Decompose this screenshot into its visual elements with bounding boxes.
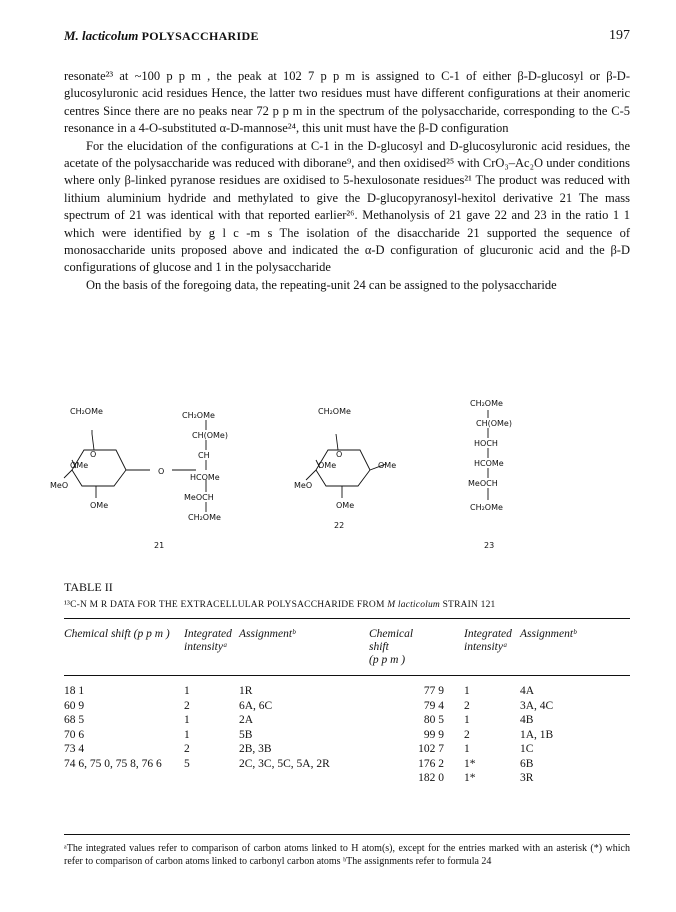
table-row bbox=[64, 757, 630, 772]
structure-label: 23 bbox=[484, 541, 495, 550]
cell-intensity-2: 2 bbox=[464, 699, 470, 712]
structure-label: CH(OMe) bbox=[476, 419, 512, 428]
structure-label: HOCH bbox=[474, 439, 498, 448]
structure-label: CH₂OMe bbox=[318, 407, 351, 416]
structure-label: HCOMe bbox=[474, 459, 504, 468]
chemical-structures bbox=[50, 388, 634, 568]
running-title: M. lacticolum POLYSACCHARIDE bbox=[64, 28, 259, 43]
cell-shift-2: 79 4 bbox=[423, 699, 444, 712]
table-title: TABLE II bbox=[64, 580, 113, 594]
structure-drawing bbox=[50, 388, 634, 568]
structure-label: OMe bbox=[70, 461, 89, 470]
cell-assignment-2: 1C bbox=[520, 743, 534, 755]
structure-label: O bbox=[90, 450, 97, 459]
cell-assignment-2: 4A bbox=[520, 685, 535, 697]
cell-shift: 18 1 bbox=[64, 685, 85, 697]
cell-shift: 60 9 bbox=[64, 699, 85, 712]
cell-shift: 73 4 bbox=[64, 743, 85, 755]
paragraph-3: On the basis of the foregoing data, the repeating-unit 24 can be assigned to the polysaccharide bbox=[86, 277, 557, 292]
table-row bbox=[64, 771, 630, 786]
cell-intensity-2: 1 bbox=[464, 714, 470, 726]
cell-assignment: 2B, 3B bbox=[239, 743, 272, 755]
table-row bbox=[64, 728, 630, 743]
cell-assignment: 5B bbox=[239, 728, 253, 741]
structure-label: MeO bbox=[50, 481, 69, 490]
col-header-assignment-2: Assignmentᵇ bbox=[520, 628, 577, 640]
structure-label: O bbox=[158, 467, 165, 476]
structure-label: 21 bbox=[154, 541, 165, 550]
table-bottom-rule bbox=[64, 834, 630, 835]
structure-label: CH(OMe) bbox=[192, 431, 228, 440]
cell-shift-2: 176 2 bbox=[418, 757, 444, 770]
cell-intensity: 1 bbox=[184, 714, 190, 726]
cell-intensity-2: 1* bbox=[464, 772, 476, 784]
page-number: 197 bbox=[609, 28, 630, 43]
structure-label: CH bbox=[198, 451, 210, 460]
structure-label: CH₂OMe bbox=[70, 407, 103, 416]
cell-assignment-2: 1A, 1B bbox=[520, 728, 554, 741]
table-row bbox=[64, 713, 630, 728]
cell-shift-2: 77 9 bbox=[423, 685, 444, 697]
cell-shift: 68 5 bbox=[64, 714, 85, 726]
cell-intensity: 1 bbox=[184, 728, 190, 741]
structure-label: CH₂OMe bbox=[470, 503, 503, 512]
structure-label: OMe bbox=[318, 461, 337, 470]
col-header-shift-2: Chemical shift (p p m ) bbox=[369, 628, 414, 666]
structure-label: MeO bbox=[294, 481, 313, 490]
paragraph-2: For the elucidation of the configurations at C-1 in the D-glucosyl and D-glucosyluronic acid residues, the acetate of the polysaccharide was reduced with diborane⁹, and then oxidised²⁵ with CrO₃–Ac₂O under conditions where only β-linked pyranose residues are oxidised to 5-hexulosonate residues²¹ The product was reduced with lithium aluminium hydride and methylated to give the D-glucopyranosyl-hexitol derivative 21 The mass spectrum of 21 was identical with that reported earlier²⁶. Methanolysis of 21 gave 22 and 23 in the ratio 1 1 which were identified by g l c -m s The isolation of the disaccharide 21 supported the sequence of monosaccharide units proposed above and indicated the α-D configuration of glucuronic acid and the β-D configurations of glucose and 1 in the polysaccharide bbox=[64, 138, 630, 275]
structure-label: MeOCH bbox=[468, 479, 498, 488]
cell-intensity bbox=[184, 771, 239, 786]
col-header-shift: Chemical shift (p p m ) bbox=[64, 628, 170, 640]
cell-assignment-2: 6B bbox=[520, 757, 534, 770]
col-header-intensity: Integrated intensityᵃ bbox=[184, 628, 232, 653]
cell-intensity: 2 bbox=[184, 743, 190, 755]
structure-label: HCOMe bbox=[190, 473, 220, 482]
nmr-data-table bbox=[64, 628, 630, 786]
structure-label: CH₂OMe bbox=[182, 411, 215, 420]
cell-shift-2: 102 7 bbox=[418, 743, 444, 755]
cell-intensity-2: 1 bbox=[464, 743, 470, 755]
cell-assignment-2: 3A, 4C bbox=[520, 699, 554, 712]
structure-label: OMe bbox=[378, 461, 397, 470]
cell-shift-2: 80 5 bbox=[423, 714, 444, 726]
cell-assignment: 2C, 3C, 5C, 5A, 2R bbox=[239, 757, 330, 770]
cell-assignment-2: 3R bbox=[520, 772, 534, 784]
table-footnote: ᵃThe integrated values refer to comparison of carbon atoms linked to H atom(s), except for the entries marked with an asterisk (*) which refer to comparison of carbon atoms linked to carbonyl carbon atoms ᵇThe assignments refer to formula 24 bbox=[64, 843, 630, 867]
structure-label: 22 bbox=[334, 521, 345, 530]
structure-label: CH₂OMe bbox=[470, 399, 503, 408]
structure-label: O bbox=[336, 450, 343, 459]
cell-shift: 74 6, 75 0, 75 8, 76 6 bbox=[64, 757, 162, 770]
cell-intensity: 5 bbox=[184, 757, 190, 770]
cell-shift-2: 182 0 bbox=[418, 772, 444, 784]
cell-assignment: 6A, 6C bbox=[239, 699, 273, 712]
cell-shift-2: 99 9 bbox=[423, 728, 444, 741]
structure-label: OMe bbox=[90, 501, 109, 510]
cell-intensity: 1 bbox=[184, 685, 190, 697]
cell-intensity-2: 1 bbox=[464, 685, 470, 697]
cell-intensity-2: 1* bbox=[464, 757, 476, 770]
body-text bbox=[64, 68, 630, 294]
paragraph-1: resonate²³ at ~100 p p m , the peak at 102 7 p p m is assigned to C-1 of either β-D-glucosyl or β-D-glucosyluronic acid residues Hence, the latter two residues must have different configurations at their anomeric centres Since there are no peaks near 72 p p m in the spectrum of the polysaccharide, corresponding to the C-5 resonance in a 4-O-substituted α-D-mannose²⁴, this unit must have the β-D configuration bbox=[64, 69, 630, 136]
table-caption: ¹³C-N M R DATA FOR THE EXTRACELLULAR POLYSACCHARIDE FROM M lacticolum STRAIN 121 bbox=[64, 600, 496, 610]
cell-assignment-2: 4B bbox=[520, 714, 534, 726]
cell-assignment: 2A bbox=[239, 714, 254, 726]
running-header bbox=[56, 28, 634, 48]
table-top-rule bbox=[64, 618, 630, 619]
cell-shift bbox=[64, 771, 184, 786]
table-row bbox=[64, 742, 630, 757]
cell-intensity-2: 2 bbox=[464, 728, 470, 741]
col-header-assignment: Assignmentᵇ bbox=[239, 628, 296, 640]
cell-assignment: 1R bbox=[239, 685, 253, 697]
table-row bbox=[64, 674, 630, 699]
cell-assignment bbox=[239, 771, 369, 786]
structure-label: MeOCH bbox=[184, 493, 214, 502]
cell-intensity: 2 bbox=[184, 699, 190, 712]
col-header-intensity-2: Integrated intensityᵃ bbox=[464, 628, 512, 653]
cell-shift: 70 6 bbox=[64, 728, 85, 741]
structure-label: CH₂OMe bbox=[188, 513, 221, 522]
table-header-rule bbox=[64, 675, 630, 676]
table-row bbox=[64, 699, 630, 714]
structure-label: OMe bbox=[336, 501, 355, 510]
